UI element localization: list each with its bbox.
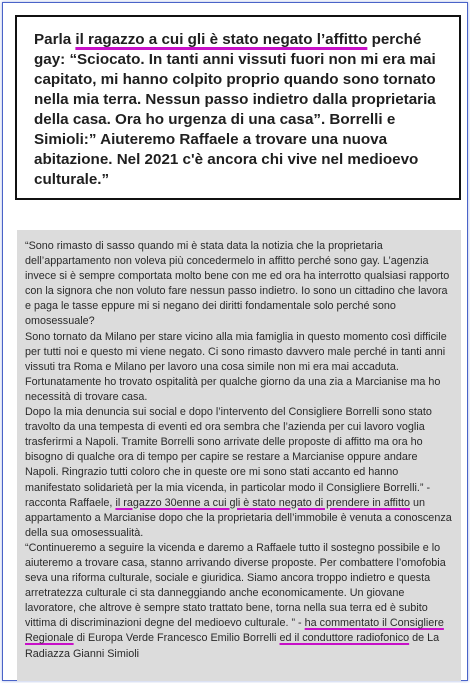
headline-text [34, 30, 447, 190]
p5-highlight-1: ha commentato il Consigliere Regionale [25, 617, 444, 645]
p4-text-before: Dopo la mia denuncia sui social e dopo l’intervento del Consigliere Borrelli sono stato travolto da una tempesta di eventi ed ora sembra che l’azienda per cui lavoro voglia trasferirmi a Napoli. Tramite Borrelli sono arrivate delle proposte di affitto ma ora ho bisogno di qualche ora di tempo per capire se restare a Marcianise oppure andare Napoli. Ringrazio tutti coloro che in queste ore mi sono stati accanto ed hanno manifestato solidarietà per la mia vicenda, in particolar modo il Consigliere Borrelli.” - racconta Raffaele, [25, 406, 432, 509]
page-frame [2, 2, 468, 681]
p4-text-after: un appartamento a Marcianise dopo che la proprietaria dell’immobile è venuta a conoscenza della sua omosessualità. [25, 496, 452, 539]
p4-highlight: il ragazzo 30enne a cui gli è stato negato di prendere in affitto [115, 496, 410, 509]
p5-highlight-2: ed il conduttore radiofonico [279, 632, 410, 645]
headline-intro: Parla [34, 31, 76, 48]
article-paragraph-5 [25, 541, 453, 662]
p5-text-before: “Continueremo a seguire la vicenda e daremo a Raffaele tutto il sostegno possibile e lo aiuteremo a trovare casa, stanno arrivando diverse proposte. Per combattere l’omofobia seva una riforma culturale, sociale e giuridica. Siamo ancora troppo indietro e questa arretratezza culturale ci sta danneggiando anche economicamente. Un giovane lavoratore, che altrove è sempre stato trattato bene, torna nella sua terra ed è subito vittima di discriminazioni degne del medioevo culturale. ” - [25, 541, 446, 630]
p5-text-mid: di Europa Verde Francesco Emilio Borrelli [73, 632, 280, 645]
headline-box [15, 15, 461, 200]
article-paragraph-3: Fortunatamente ho trovato ospitalità per qualche giorno da una zia a Marcianise ma ho necessità di trovare casa. [25, 375, 441, 403]
article-box [17, 230, 461, 681]
article-body [25, 239, 453, 662]
article-paragraph-4 [25, 405, 453, 541]
article-paragraph-1: “Sono rimasto di sasso quando mi è stata data la notizia che la proprietaria dell’appartamento non voleva più concedermelo in affitto perché sono gay. L’agenzia invece si è sempre comportata molto bene con me ed ora ha interrotto qualsiasi rapporto con la signora che non voluto fare nessun passo indietro. Io sono un cittadino che lavora e paga le tasse eppure mi si negano dei diritti fondamentale solo perché sono omosessuale? [25, 240, 450, 328]
p5-text-after: de La Radiazza Gianni Simioli [25, 632, 440, 660]
headline-highlight: il ragazzo a cui gli è stato negato l’affitto [75, 31, 368, 48]
headline-rest: perché gay: “Sciocato. In tanti anni vissuti fuori non mi era mai capitato, mi hanno colpito proprio quando sono tornato nella mia terra. Nessun passo indietro dalla proprietaria della casa. Ora ho urgenza di una casa”. Borrelli e Simioli:” Aiuteremo Raffaele a trovare una nuova abitazione. Nel 2021 c'è ancora chi vive nel medioevo culturale.” [34, 31, 436, 188]
article-paragraph-2: Sono tornato da Milano per stare vicino alla mia famiglia in questo momento così difficile per tutti noi e questo mi viene negato. Ci sono rimasto davvero male perché in tanti anni vissuti tra Roma e Milano per lavoro una cosa simile non mi era mai accaduta. [25, 330, 447, 373]
